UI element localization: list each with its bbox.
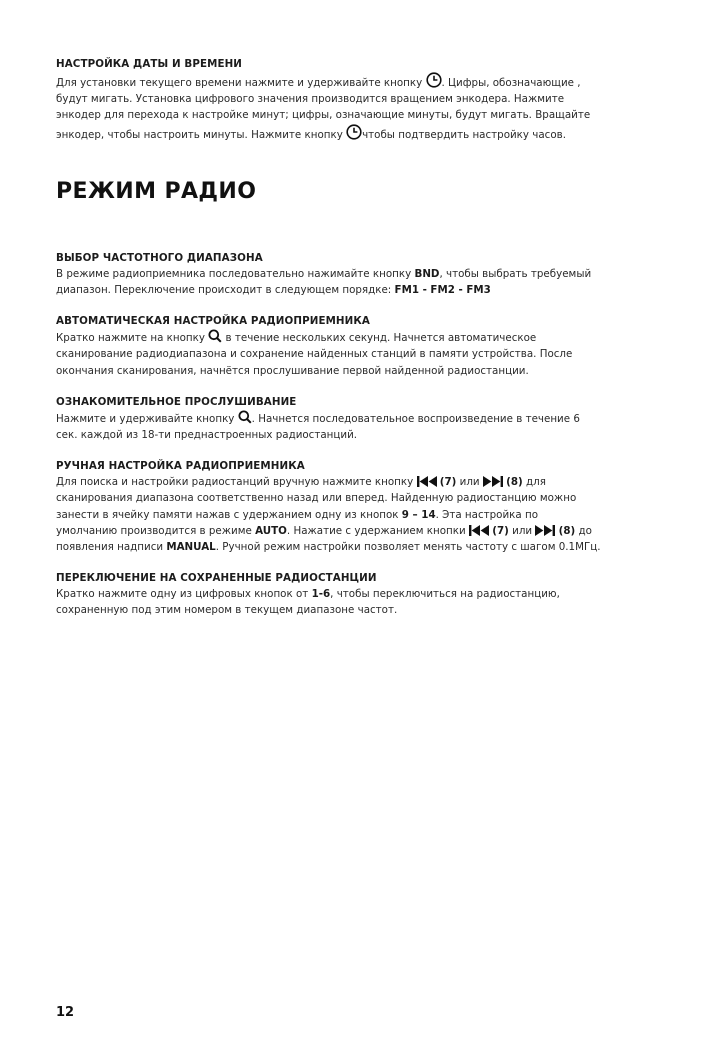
prev-track-icon <box>469 525 489 536</box>
page-content <box>56 57 678 619</box>
clock-text-3: будут мигать. Установка цифрового значения производится вращением энкодера. Нажмите <box>56 93 565 106</box>
preview-text-2: . Начнется последовательное воспроизведение в течение 6 <box>251 412 580 425</box>
clock-icon <box>426 72 442 88</box>
stored-section <box>56 571 678 618</box>
memory-keys: 9 – 14 <box>401 508 436 521</box>
bnd-key: BND <box>414 267 440 280</box>
preview-heading: ОЗНАКОМИТЕЛЬНОЕ ПРОСЛУШИВАНИЕ <box>56 395 297 408</box>
manual-text-10: . Ручной режим настройки позволяет менять частоту с шагом 0.1МГц. <box>215 541 601 554</box>
auto-heading: АВТОМАТИЧЕСКАЯ НАСТРОЙКА РАДИОПРИЕМНИКА <box>56 315 370 328</box>
stored-text-1: Кратко нажмите одну из цифровых кнопок от <box>56 588 309 601</box>
page-number: 12 <box>56 1005 75 1020</box>
preview-text <box>56 410 678 443</box>
auto-text-4: окончания сканирования, начнётся прослушивание первой найденной радиостанции. <box>56 364 529 377</box>
stored-text <box>56 586 678 618</box>
clock-heading: НАСТРОЙКА ДАТЫ И ВРЕМЕНИ <box>56 58 243 70</box>
manual-text-7: . Нажатие с удержанием кнопки <box>286 524 466 537</box>
auto-text <box>56 329 678 379</box>
stored-text-2: , чтобы переключиться на радиостанцию, <box>330 588 560 601</box>
search-icon <box>208 329 222 343</box>
clock-text-1: Для установки текущего времени нажмите и удерживайте кнопку <box>56 77 423 89</box>
manual-or-2: или <box>512 524 533 537</box>
key-8: (8) <box>558 524 576 537</box>
band-heading: ВЫБОР ЧАСТОТНОГО ДИАПАЗОНА <box>56 251 263 264</box>
prev-track-icon <box>417 476 437 487</box>
manual-text-4: занести в ячейку памяти нажав с удержанием одну из кнопок <box>56 508 399 521</box>
stored-text-3: сохраненную под этим номером в текущем диапазоне частот. <box>56 604 398 617</box>
band-text-1: В режиме радиоприемника последовательно нажимайте кнопку <box>56 267 412 280</box>
band-order: FM1 - FM2 - FM3 <box>394 284 491 297</box>
manual-label: MANUAL <box>166 541 216 554</box>
auto-text-1: Кратко нажмите на кнопку <box>56 332 205 345</box>
manual-text-9: появления надписи <box>56 541 164 554</box>
auto-text-3: сканирование радиодиапазона и сохранение найденных станций в памяти устройства. После <box>56 348 573 361</box>
band-text-2: , чтобы выбрать требуемый <box>439 267 592 280</box>
clock-section <box>56 57 678 143</box>
clock-text <box>56 72 678 143</box>
band-section <box>56 251 678 298</box>
manual-heading: РУЧНАЯ НАСТРОЙКА РАДИОПРИЕМНИКА <box>56 460 305 473</box>
manual-text-2: для <box>526 476 546 489</box>
manual-text-3: сканирования диапазона соответственно назад или вперед. Найденную радиостанцию можно <box>56 492 577 505</box>
manual-text-8: до <box>578 524 592 537</box>
auto-text-2: в течение нескольких секунд. Начнется автоматическое <box>225 332 537 345</box>
next-track-icon <box>535 525 555 536</box>
key-7: (7) <box>492 524 509 537</box>
clock-text-5: энкодер, чтобы настроить минуты. Нажмите кнопку <box>56 128 343 141</box>
clock-text-6: чтобы подтвердить настройку часов. <box>362 128 566 141</box>
manual-text-6: умолчанию производится в режиме <box>56 524 252 537</box>
clock-text-4: энкодер для перехода к настройке минут; цифры, означающие минуты, будут мигать. Вращайте <box>56 109 591 122</box>
next-track-icon <box>483 476 503 487</box>
clock-icon <box>346 124 362 140</box>
preview-section <box>56 395 678 443</box>
auto-section <box>56 314 678 379</box>
band-text-3: диапазон. Переключение происходит в следующем порядке: <box>56 284 392 297</box>
stored-heading: ПЕРЕКЛЮЧЕНИЕ НА СОХРАНЕННЫЕ РАДИОСТАНЦИИ <box>56 572 377 585</box>
auto-label: AUTO <box>255 524 287 537</box>
manual-text <box>56 474 678 555</box>
search-icon <box>238 410 252 424</box>
key-7: (7) <box>439 476 457 489</box>
clock-text-2: . Цифры, обозначающие , <box>441 77 581 89</box>
preset-range: 1-6 <box>311 588 331 601</box>
preview-text-1: Нажмите и удерживайте кнопку <box>56 412 235 425</box>
radio-mode-title: РЕЖИМ РАДИО <box>56 178 257 204</box>
manual-or-1: или <box>459 476 480 489</box>
manual-text-1: Для поиска и настройки радиостанций вручную нажмите кнопку <box>56 476 414 489</box>
preview-text-3: сек. каждой из 18-ти преднастроенных радиостанций. <box>56 429 358 442</box>
band-text <box>56 266 678 298</box>
manual-section <box>56 459 678 555</box>
manual-text-5: . Эта настройка по <box>435 508 538 521</box>
key-8: (8) <box>506 476 523 489</box>
